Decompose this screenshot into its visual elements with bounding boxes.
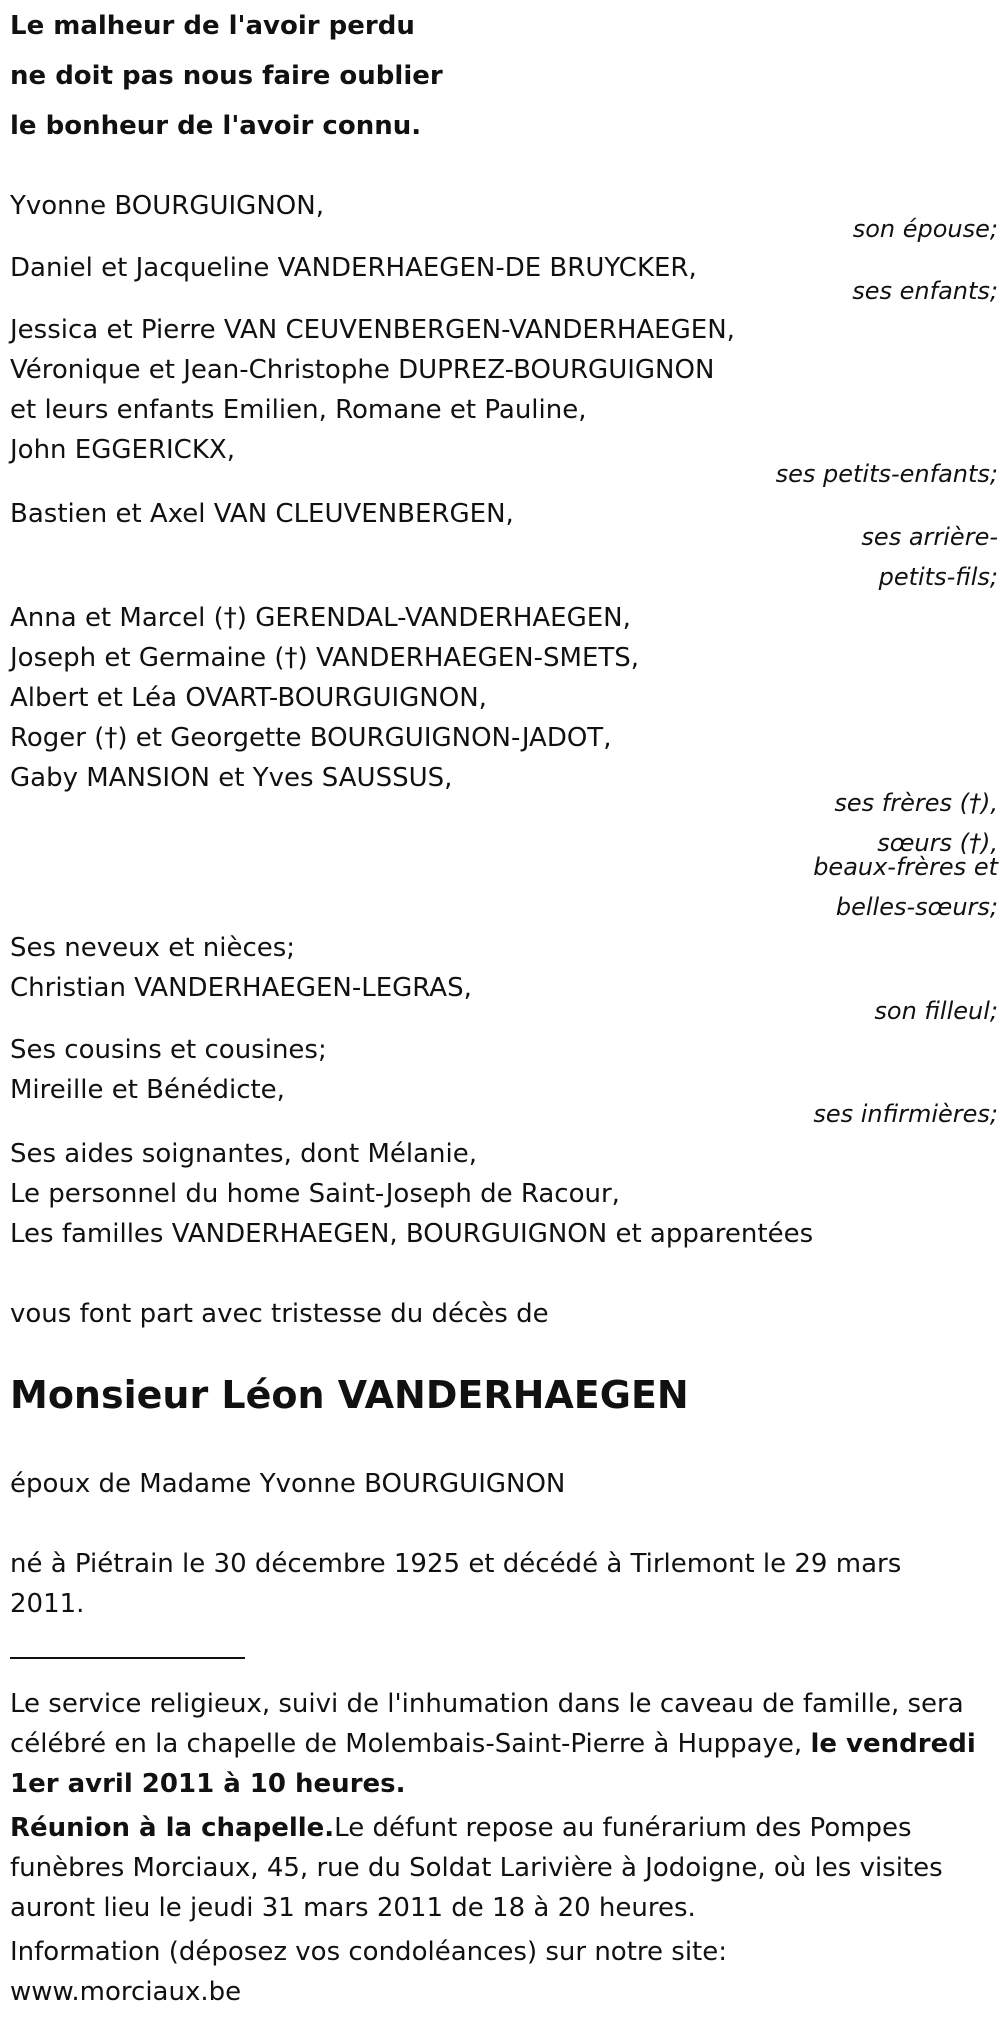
separator (10, 1657, 245, 1659)
spouse-of-line: époux de Madame Yvonne BOURGUIGNON (10, 1469, 566, 1499)
info-line: Information (déposez vos condoléances) sur notre site: (10, 1937, 728, 1967)
service-paragraph (10, 1684, 1000, 1804)
epitaph-line-2: ne doit pas nous faire oublier (10, 61, 443, 91)
reunion-paragraph (10, 1808, 975, 1928)
great-grandchildren-relation: ses arrière- (861, 523, 998, 551)
grandchildren-line: et leurs enfants Emilien, Romane et Pauline, (10, 395, 587, 425)
sibling-line: Gaby MANSION et Yves SAUSSUS, (10, 763, 453, 793)
announcement: vous font part avec tristesse du décès de (10, 1299, 549, 1329)
service-text: Le service religieux, suivi de l'inhumation dans le caveau de famille, sera célébré en la chapelle de Molembais-Saint-Pierre à Huppaye, (10, 1689, 964, 1759)
siblings-relation: ses frères (†), (834, 789, 998, 817)
great-grandchildren-relation: petits-fils; (878, 563, 998, 591)
sibling-line: Anna et Marcel (†) GERENDAL-VANDERHAEGEN, (10, 603, 631, 633)
nurses-relation: ses infirmières; (813, 1100, 998, 1128)
sibling-line: Albert et Léa OVART-BOURGUIGNON, (10, 683, 487, 713)
others-line: Le personnel du home Saint-Joseph de Racour, (10, 1179, 620, 1209)
service-date: le vendredi 1er avril 2011 à 10 heures. (10, 1729, 976, 1799)
siblings-relation: belles-sœurs; (835, 893, 998, 921)
others-line: Ses aides soignantes, dont Mélanie, (10, 1139, 478, 1169)
godson-name: Christian VANDERHAEGEN-LEGRAS, (10, 973, 472, 1003)
grandchildren-line: Jessica et Pierre VAN CEUVENBERGEN-VANDERHAEGEN, (10, 315, 735, 345)
reunion-title: Réunion à la chapelle. (10, 1813, 335, 1843)
deceased-name: Monsieur Léon VANDERHAEGEN (10, 1373, 689, 1417)
reunion-text: Le défunt repose au funérarium des Pompes funèbres Morciaux, 45, rue du Soldat Larivière à Jodoigne, où les visites auront lieu le jeudi 31 mars 2011 de 18 à 20 heures. (10, 1813, 943, 1923)
siblings-relation: beaux-frères et (813, 853, 998, 881)
epitaph-line-3: le bonheur de l'avoir connu. (10, 111, 422, 141)
nephews-line: Ses neveux et nièces; (10, 933, 296, 963)
great-grandchildren-names: Bastien et Axel VAN CLEUVENBERGEN, (10, 499, 514, 529)
children-relation: ses enfants; (852, 277, 998, 305)
epitaph-line-1: Le malheur de l'avoir perdu (10, 11, 415, 41)
cousins-line: Ses cousins et cousines; (10, 1035, 327, 1065)
siblings-relation: sœurs (†), (877, 829, 998, 857)
children-names: Daniel et Jacqueline VANDERHAEGEN-DE BRUYCKER, (10, 253, 697, 283)
godson-relation: son filleul; (874, 997, 998, 1025)
others-line: Les familles VANDERHAEGEN, BOURGUIGNON et apparentées (10, 1219, 814, 1249)
sibling-line: Joseph et Germaine (†) VANDERHAEGEN-SMETS, (10, 643, 640, 673)
nurses-names: Mireille et Bénédicte, (10, 1075, 285, 1105)
website-link[interactable]: www.morciaux.be (10, 1977, 242, 2007)
grandchildren-line: Véronique et Jean-Christophe DUPREZ-BOURGUIGNON (10, 355, 715, 385)
sibling-line: Roger (†) et Georgette BOURGUIGNON-JADOT, (10, 723, 612, 753)
grandchildren-relation: ses petits-enfants; (775, 460, 998, 488)
spouse-relation: son épouse; (852, 215, 998, 243)
birth-death-line: né à Piétrain le 30 décembre 1925 et décédé à Tirlemont le 29 mars 2011. (10, 1549, 902, 1619)
grandchildren-line: John EGGERICKX, (10, 435, 235, 465)
spouse-name: Yvonne BOURGUIGNON, (10, 191, 324, 221)
